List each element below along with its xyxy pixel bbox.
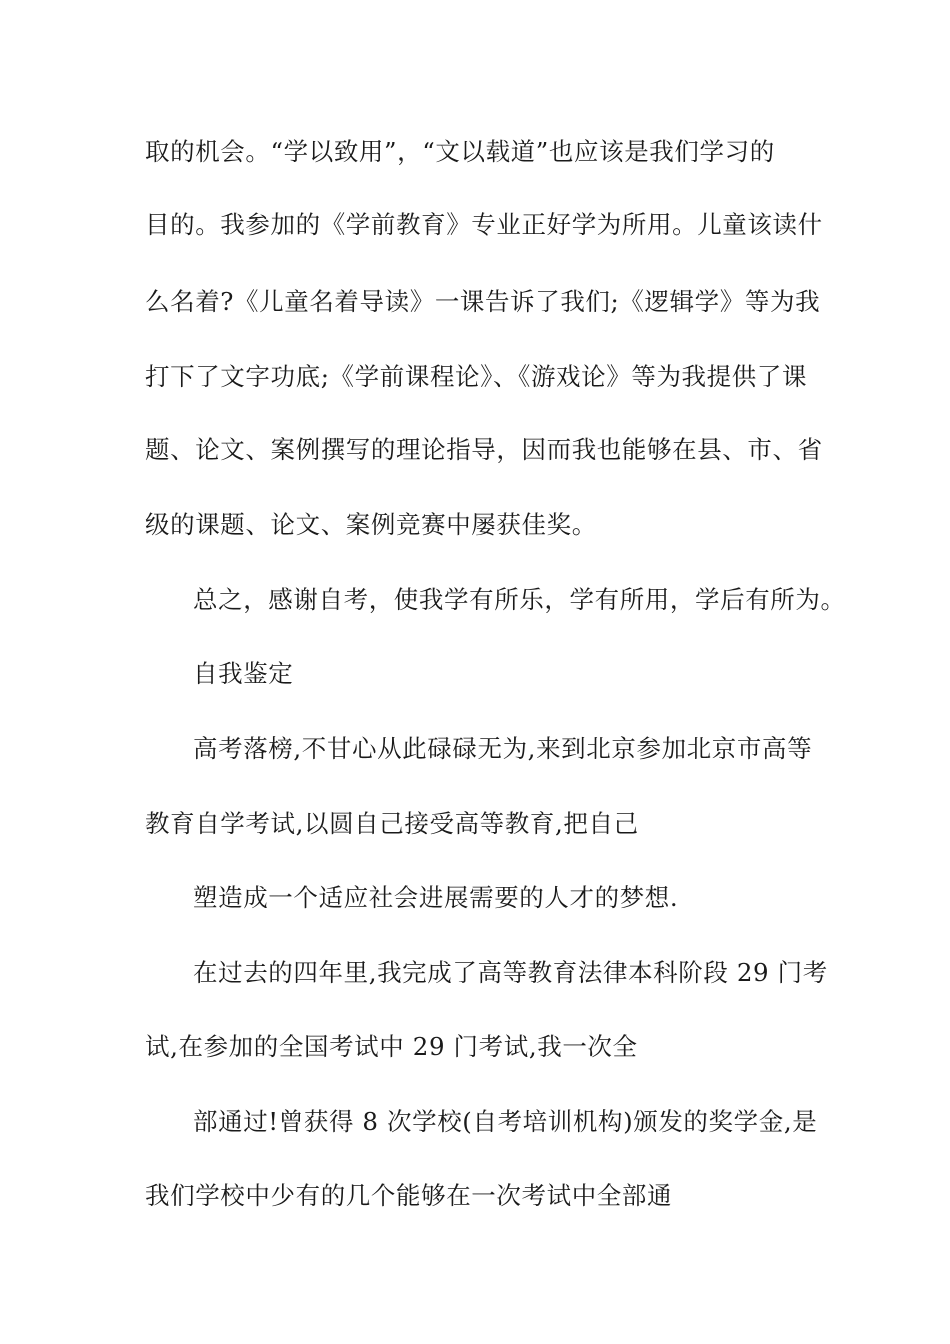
text-line: 高考落榜,不甘心从此碌碌无为,来到北京参加北京市高等	[193, 734, 813, 763]
text-line: 试,在参加的全国考试中 29 门考试,我一次全	[145, 1032, 638, 1061]
text-line: 在过去的四年里,我完成了高等教育法律本科阶段 29 门考	[193, 958, 828, 987]
text-line: 部通过!曾获得 8 次学校(自考培训机构)颁发的奖学金,是	[193, 1107, 818, 1136]
text-line: 级的课题、论文、案例竞赛中屡获佳奖。	[145, 510, 597, 539]
paragraph-conclusion: 总之，感谢自考，使我学有所乐，学有所用，学后有所为。	[193, 585, 846, 614]
text-line: 题、论文、案例撰写的理论指导，因而我也能够在县、市、省	[145, 435, 823, 464]
text-line: 么名着?《儿童名着导读》一课告诉了我们;《逻辑学》等为我	[145, 287, 821, 316]
text-line: 教育自学考试,以圆自己接受高等教育,把自己	[145, 809, 639, 838]
text-line: 取的机会。“学以致用”，“文以载道”也应该是我们学习的	[145, 137, 775, 166]
text-line: 我们学校中少有的几个能够在一次考试中全部通	[145, 1181, 673, 1210]
text-line: 打下了文字功底;《学前课程论》、《游戏论》等为我提供了课	[145, 362, 808, 391]
text-line: 目的。我参加的《学前教育》专业正好学为所用。儿童该读什	[145, 210, 823, 239]
text-line: 塑造成一个适应社会进展需要的人才的梦想.	[193, 883, 679, 912]
section-heading: 自我鉴定	[193, 659, 294, 688]
